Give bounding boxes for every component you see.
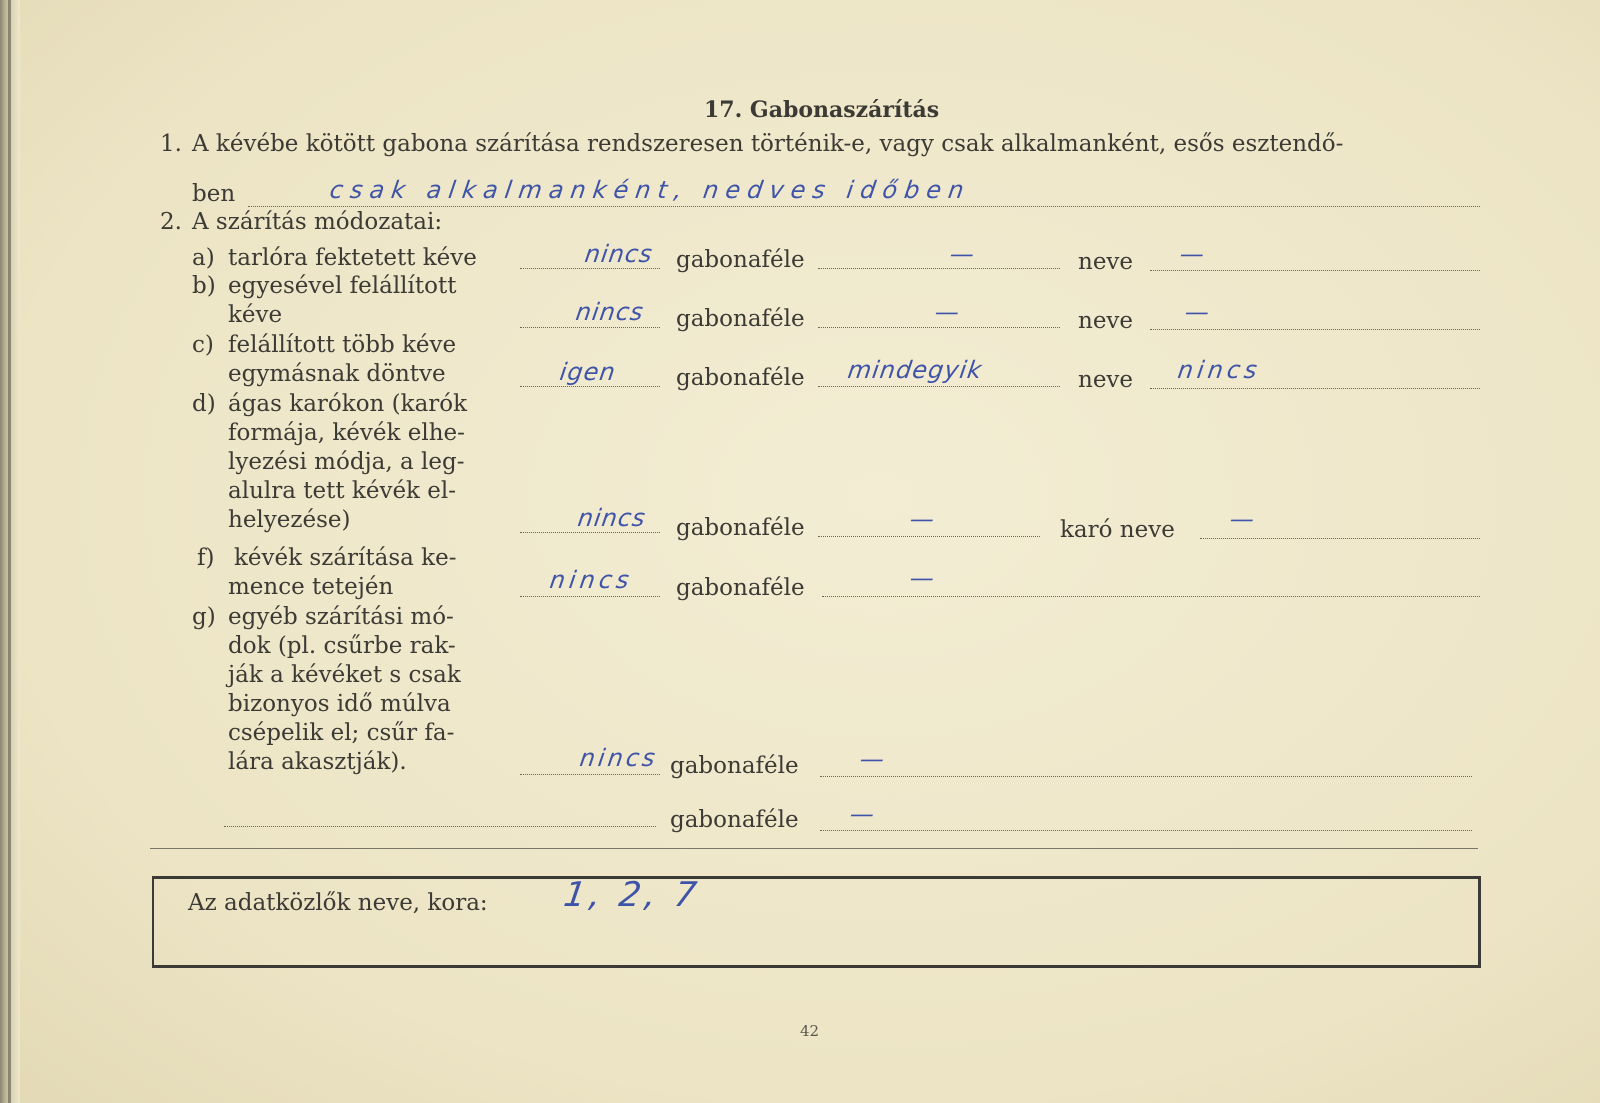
item-g-answer: nincs <box>578 744 660 772</box>
item-g-line1: egyéb szárítási mó- <box>228 604 454 630</box>
item-g-letter: g) <box>192 604 216 630</box>
item-a-answer-line <box>520 268 660 269</box>
item-d-answer-line <box>520 532 660 533</box>
item-b-letter: b) <box>192 273 216 299</box>
item-d-line1: ágas karókon (karók <box>228 391 468 417</box>
item-c-gabonafele-value: mindegyik <box>846 356 985 384</box>
item-g-line3: ják a kévéket s csak <box>228 662 461 688</box>
item-g-line2: dok (pl. csűrbe rak- <box>228 633 456 659</box>
item-d-line5: helyezése) <box>228 507 351 533</box>
q1-answer: csak alkalmanként, nedves időben <box>328 176 973 204</box>
item-a-neve-label: neve <box>1078 249 1134 275</box>
item-c-neve-line <box>1150 388 1480 389</box>
page-number: 42 <box>800 1022 820 1040</box>
item-b-line1: egyesével felállított <box>228 273 457 299</box>
informants-label: Az adatközlők neve, kora: <box>188 890 488 916</box>
item-d-gabonafele-label: gabonaféle <box>676 515 805 541</box>
item-c-answer: igen <box>558 358 618 386</box>
informants-value: 1, 2, 7 <box>561 875 703 915</box>
item-f-line1: kévék szárítása ke- <box>234 545 457 571</box>
item-d-gabonafele-line <box>818 536 1040 537</box>
item-a-letter: a) <box>192 245 215 271</box>
informants-box <box>152 876 1481 968</box>
q1-number: 1. <box>160 131 182 157</box>
item-a-neve-line <box>1150 270 1480 271</box>
item-f-answer-line <box>520 596 660 597</box>
item-g-gabonafele-line <box>820 776 1472 777</box>
item-b-answer: nincs <box>574 298 646 326</box>
item-a-gabonafele-value: — <box>948 240 977 268</box>
item-d-answer: nincs <box>576 504 648 532</box>
item-b-gabonafele-label: gabonaféle <box>676 306 805 332</box>
q2-number: 2. <box>160 209 182 235</box>
item-a-gabonafele-line <box>818 268 1060 269</box>
item-c-line2: egymásnak döntve <box>228 361 446 387</box>
item-a-neve-value: — <box>1178 240 1207 268</box>
extra-answer-line <box>224 826 656 827</box>
q1-text-line2: ben <box>192 181 236 207</box>
item-c-neve-value: nincs <box>1176 356 1263 384</box>
item-b-line2: kéve <box>228 302 283 328</box>
item-b-gabonafele-line <box>818 327 1060 328</box>
item-g-line5: csépelik el; csűr fa- <box>228 720 455 746</box>
item-f-letter: f) <box>197 545 215 571</box>
item-d-line4: alulra tett kévék el- <box>228 478 457 504</box>
item-d-karo-neve-line <box>1200 538 1480 539</box>
item-d-line3: lyezési módja, a leg- <box>228 449 465 475</box>
item-f-gabonafele-label: gabonaféle <box>676 575 805 601</box>
item-d-karo-neve-label: karó neve <box>1060 517 1175 543</box>
item-b-neve-value: — <box>1183 298 1212 326</box>
item-g-gabonafele-value: — <box>858 745 887 773</box>
q1-answer-line <box>248 206 1480 207</box>
extra-gabonafele-label: gabonaféle <box>670 807 799 833</box>
item-b-answer-line <box>520 327 660 328</box>
item-c-gabonafele-label: gabonaféle <box>676 365 805 391</box>
item-d-karo-neve-value: — <box>1228 505 1257 533</box>
item-d-gabonafele-value: — <box>908 505 937 533</box>
q2-heading: A szárítás módozatai: <box>192 209 443 235</box>
separator-line <box>150 848 1478 849</box>
item-b-gabonafele-value: — <box>933 298 962 326</box>
item-f-gabonafele-line <box>822 596 1480 597</box>
item-c-line1: felállított több kéve <box>228 332 457 358</box>
item-a-answer: nincs <box>583 240 655 268</box>
binding-line <box>8 0 11 1103</box>
item-g-line6: lára akasztják). <box>228 749 407 775</box>
extra-gabonafele-line <box>820 830 1472 831</box>
item-b-neve-line <box>1150 329 1480 330</box>
item-g-line4: bizonyos idő múlva <box>228 691 451 717</box>
item-a-gabonafele-label: gabonaféle <box>676 247 805 273</box>
section-title: 17. Gabonaszárítás <box>704 97 940 123</box>
item-c-neve-label: neve <box>1078 367 1134 393</box>
item-g-gabonafele-label: gabonaféle <box>670 753 799 779</box>
item-b-neve-label: neve <box>1078 308 1134 334</box>
q1-text-line1: A kévébe kötött gabona szárítása rendszeresen történik-e, vagy csak alkalmanként, esős esztendő- <box>192 131 1344 157</box>
extra-gabonafele-value: — <box>848 800 877 828</box>
item-d-letter: d) <box>192 391 216 417</box>
item-f-gabonafele-value: — <box>908 564 937 592</box>
item-c-gabonafele-line <box>818 386 1060 387</box>
item-f-line2: mence tetején <box>228 574 394 600</box>
item-f-answer: nincs <box>548 566 635 594</box>
item-c-answer-line <box>520 386 660 387</box>
item-a-line1: tarlóra fektetett kéve <box>228 245 477 271</box>
item-g-answer-line <box>520 774 660 775</box>
item-c-letter: c) <box>192 332 214 358</box>
item-d-line2: formája, kévék elhe- <box>228 420 465 446</box>
